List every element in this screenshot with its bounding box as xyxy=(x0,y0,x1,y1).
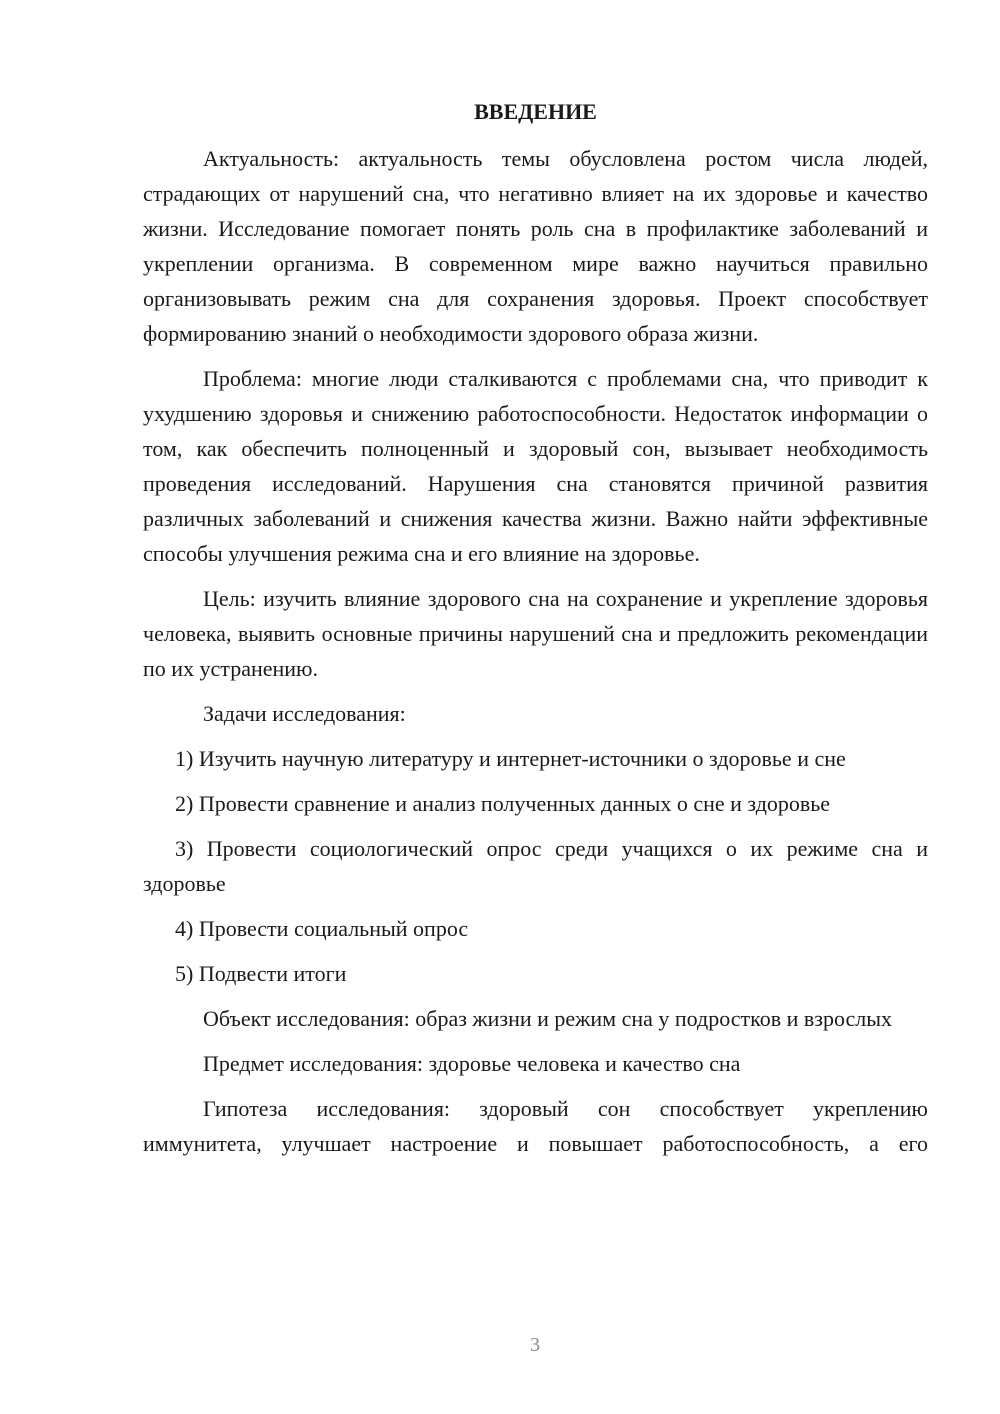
paragraph-relevance: Актуальность: актуальность темы обусловлена ростом числа людей, страдающих от нарушений сна, что негативно влияет на их здоровье и качество жизни. Исследование помогает понять роль сна в профилактике заболеваний и укреплении организма. В современном мире важно научиться правильно организовывать режим сна для сохранения здоровья. Проект способствует формированию знаний о необходимости здорового образа жизни. xyxy=(143,146,928,346)
tasks-heading: Задачи исследования: xyxy=(203,701,406,726)
paragraph-object: Объект исследования: образ жизни и режим сна у подростков и взрослых xyxy=(203,1006,893,1031)
section-title: ВВЕДЕНИЕ xyxy=(474,99,597,124)
task-item-2: 2) Провести сравнение и анализ полученных данных о сне и здоровье xyxy=(175,791,831,816)
task-item-1: 1) Изучить научную литературу и интернет-источники о здоровье и сне xyxy=(175,746,846,771)
paragraph-goal: Цель: изучить влияние здорового сна на сохранение и укрепление здоровья человека, выявить основные причины нарушений сна и предложить рекомендации по их устранению. xyxy=(143,586,928,681)
paragraph-hypothesis: Гипотеза исследования: здоровый сон способствует укреплению иммунитета, улучшает настроение и повышает работоспособность, а его xyxy=(143,1096,928,1156)
task-item-4: 4) Провести социальный опрос xyxy=(175,916,469,941)
task-item-3: 3) Провести социологический опрос среди учащихся о их режиме сна и здоровье xyxy=(143,836,928,896)
page-content xyxy=(143,94,928,1171)
paragraph-subject: Предмет исследования: здоровье человека и качество сна xyxy=(203,1051,741,1076)
paragraph-problem: Проблема: многие люди сталкиваются с проблемами сна, что приводит к ухудшению здоровья и снижению работоспособности. Недостаток информации о том, как обеспечить полноценный и здоровый сон, вызывает необходимость проведения исследований. Нарушения сна становятся причиной развития различных заболеваний и снижения качества жизни. Важно найти эффективные способы улучшения режима сна и его влияние на здоровье. xyxy=(143,366,928,566)
task-item-5: 5) Подвести итоги xyxy=(175,961,347,986)
page-number: 3 xyxy=(530,1334,540,1356)
